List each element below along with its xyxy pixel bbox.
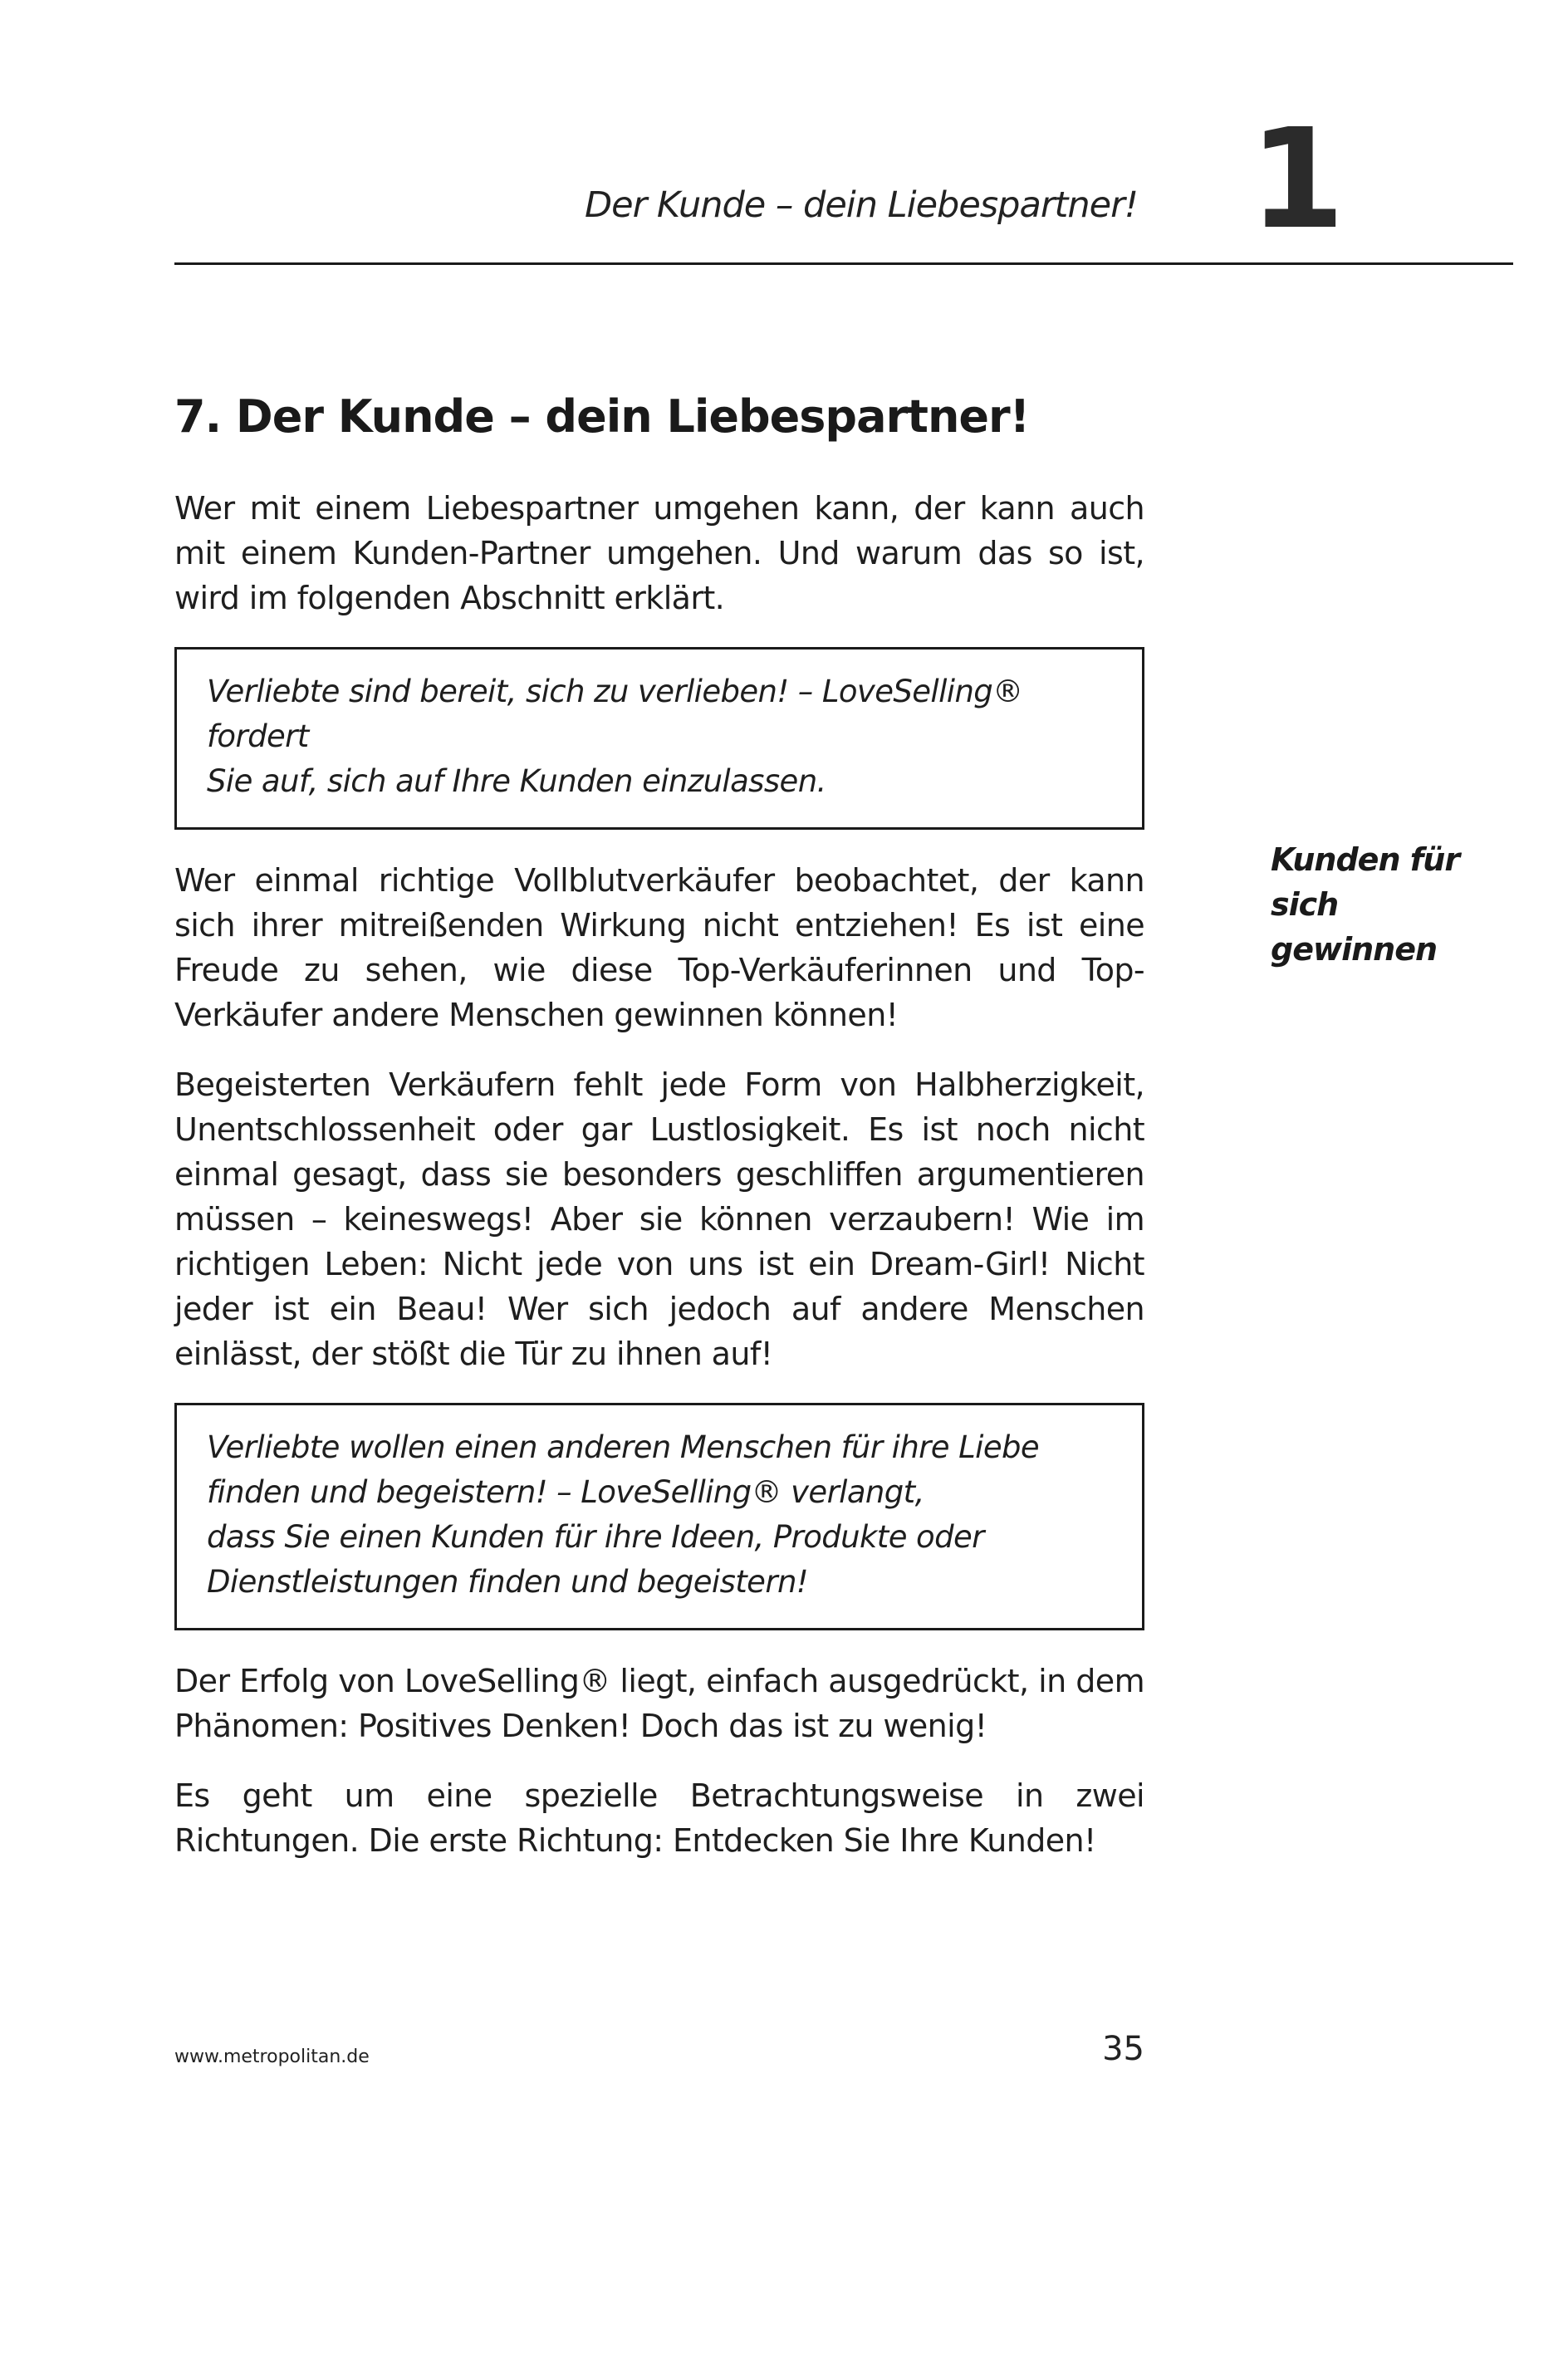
paragraph-intro: Wer mit einem Liebespartner umgehen kann, der kann auch mit einem Kunden-Partner umgehen. Und warum das so ist, wird im folgenden Abschnitt erklärt. <box>174 489 1144 616</box>
quote-line: finden und begeistern! – LoveSelling® verlangt, <box>207 1473 924 1510</box>
paragraph-erfolg: Der Erfolg von LoveSelling® liegt, einfach ausgedrückt, in dem Phänomen: Positives Denken! Doch das ist zu wenig! <box>174 1662 1144 1744</box>
quote-line: Verliebte sind bereit, sich zu verlieben! – LoveSelling® fordert <box>207 673 1023 754</box>
margin-note <box>1271 837 1536 972</box>
main-content <box>174 390 1144 1888</box>
quote-line: Verliebte wollen einen anderen Menschen für ihre Liebe <box>207 1429 1040 1465</box>
paragraph-betrachtung: Es geht um eine spezielle Betrachtungsweise in zwei Richtungen. Die erste Richtung: Entdecken Sie Ihre Kunden! <box>174 1777 1144 1859</box>
page-number: 35 <box>1102 2030 1144 2068</box>
running-header <box>0 0 1568 274</box>
margin-note-line: gewinnen <box>1271 931 1438 968</box>
quote-box-1 <box>174 647 1144 830</box>
quote-box-2 <box>174 1403 1144 1630</box>
paragraph-begeisterte: Begeisterten Verkäufern fehlt jede Form von Halbherzigkeit, Unentschlossenheit oder gar Lustlosigkeit. Es ist noch nicht einmal gesagt, dass sie besonders geschliffen argumentieren müssen – keineswegs! Aber sie können verzaubern! Wie im richtigen Leben: Nicht jede von uns ist ein Dream-Girl! Nicht jeder ist ein Beau! Wer sich jedoch auf andere Menschen einlässt, der stößt die Tür zu ihnen auf! <box>174 1066 1144 1372</box>
quote-line: Dienstleistungen finden und begeistern! <box>207 1563 809 1600</box>
chapter-number: 1 <box>1249 100 1345 260</box>
quote-line: dass Sie einen Kunden für ihre Ideen, Produkte oder <box>207 1518 984 1555</box>
header-rule <box>174 262 1513 265</box>
running-title: Der Kunde – dein Liebespartner! <box>585 184 1138 226</box>
section-title: 7. Der Kunde – dein Liebespartner! <box>174 390 1030 443</box>
margin-note-line: Kunden für sich <box>1271 841 1460 923</box>
quote-line: Sie auf, sich auf Ihre Kunden einzulassen. <box>207 762 826 799</box>
paragraph-vollblut: Wer einmal richtige Vollblutverkäufer beobachtet, der kann sich ihrer mitreißenden Wirkung nicht entziehen! Es ist eine Freude zu sehen, wie diese Top-Verkäuferinnen und Top-Verkäufer andere Menschen gewinnen können! <box>174 861 1144 1033</box>
footer-url[interactable]: www.metropolitan.de <box>174 2047 370 2067</box>
